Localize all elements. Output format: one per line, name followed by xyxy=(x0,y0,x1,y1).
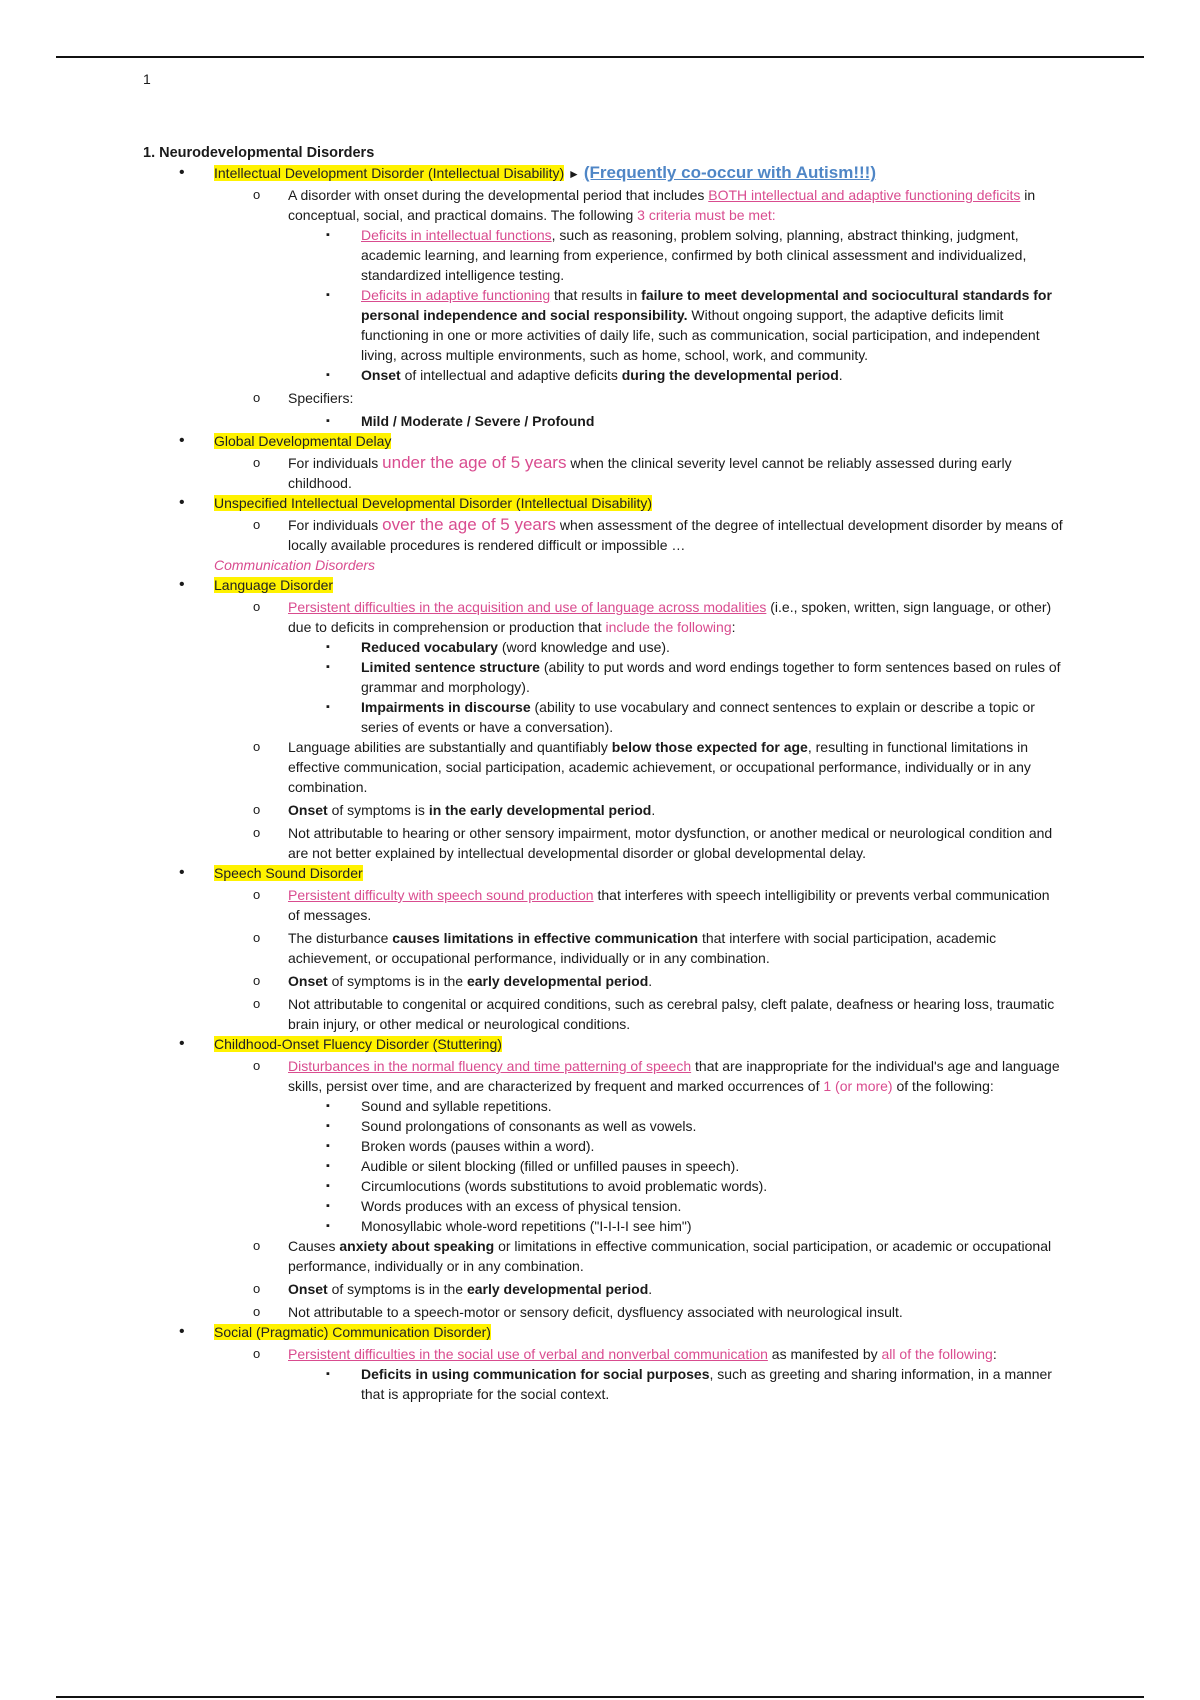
pink-underlined-text: BOTH intellectual and adaptive functioning deficits xyxy=(708,187,1021,203)
cofd-item xyxy=(143,1216,1063,1236)
text: that interferes with speech intelligibility or prevents verbal communication of messages. xyxy=(288,887,1050,923)
sub-marker: o xyxy=(253,1281,261,1296)
text: of symptoms is in the xyxy=(327,1281,467,1297)
text: The disturbance xyxy=(288,930,393,946)
cofd-criterion-d xyxy=(143,1302,1063,1322)
bold-text: Impairments in discourse xyxy=(361,699,531,715)
pink-text: all of the following xyxy=(881,1346,993,1362)
lang-criterion-a xyxy=(143,597,1063,637)
pink-large-text: under the age of 5 years xyxy=(382,453,567,472)
sub-marker: o xyxy=(253,930,261,945)
text: in conceptual, social, and practical domains. The following xyxy=(288,187,1036,223)
square-marker: ▪ xyxy=(326,1140,330,1152)
document-body xyxy=(143,143,1063,1404)
text: Not attributable to a speech-motor or sensory deficit, dysfluency associated with neurological insult. xyxy=(288,1304,903,1320)
text: of the following: xyxy=(892,1078,994,1094)
pink-underlined-text: Persistent difficulty with speech sound production xyxy=(288,887,594,903)
spcd-criterion-a xyxy=(143,1344,1063,1364)
bold-text: Onset xyxy=(288,802,328,818)
cofd-item xyxy=(143,1136,1063,1156)
bold-text: early developmental period xyxy=(466,973,649,989)
cofd-item xyxy=(143,1116,1063,1136)
text: Sound prolongations of consonants as well as vowels. xyxy=(361,1118,697,1134)
bullet-marker: • xyxy=(179,164,185,181)
square-marker: ▪ xyxy=(326,289,330,301)
bullet-idd xyxy=(143,163,1063,185)
sub-marker: o xyxy=(253,1304,261,1319)
pink-text: 3 criteria must be met: xyxy=(637,207,776,223)
bold-text: Reduced vocabulary xyxy=(361,639,498,655)
idd-definition xyxy=(143,185,1063,225)
text: , resulting in functional limitations in effective communication, social participation, academic achievement, or occupational performance, individually or in any combination. xyxy=(288,739,1031,795)
bullet-marker: • xyxy=(179,494,185,511)
square-marker: ▪ xyxy=(326,1120,330,1132)
text: that interfere with social participation, academic achievement, or occupational performance, individually or in any combination. xyxy=(288,930,997,966)
sub-marker: o xyxy=(253,455,261,470)
uidd-definition xyxy=(143,515,1063,555)
text: , such as reasoning, problem solving, planning, abstract thinking, judgment, academic learning, and learning from experience, confirmed by both clinical assessment and individualized, standardized intelligence testing. xyxy=(361,227,1027,283)
text: that results in xyxy=(550,287,642,303)
pink-underlined-text: Persistent difficulties in the acquisition and use of language across modalities xyxy=(288,599,767,615)
text: (ability to put words and word endings together to form sentences based on rules of grammar and morphology). xyxy=(361,659,1061,695)
square-marker: ▪ xyxy=(326,661,330,673)
disorder-title: Language Disorder xyxy=(214,577,334,593)
square-marker: ▪ xyxy=(326,1220,330,1232)
text: : xyxy=(731,619,736,635)
text: (ability to use vocabulary and connect sentences to explain or describe a topic or series of events or have a conversation). xyxy=(361,699,1035,735)
text: Audible or silent blocking (filled or unfilled pauses in speech). xyxy=(361,1158,740,1174)
text: (word knowledge and use). xyxy=(497,639,670,655)
bold-text: Deficits in using communication for social purposes xyxy=(361,1366,710,1382)
idd-specifier-values xyxy=(143,411,1063,431)
bold-text: causes limitations in effective communication xyxy=(392,930,699,946)
disorder-title: Global Developmental Delay xyxy=(214,433,392,449)
pink-text: include the following xyxy=(605,619,732,635)
bullet-marker: • xyxy=(179,864,185,881)
communication-disorders-heading: Communication Disorders xyxy=(214,557,376,573)
sub-marker: o xyxy=(253,390,261,405)
disorder-title: Unspecified Intellectual Developmental Disorder (Intellectual Disability) xyxy=(214,495,653,511)
bold-text: Onset xyxy=(288,1281,328,1297)
sub-marker: o xyxy=(253,1346,261,1361)
idd-criterion-2 xyxy=(143,285,1063,365)
lang-sub-2 xyxy=(143,657,1063,697)
sub-marker: o xyxy=(253,973,261,988)
lang-criterion-c xyxy=(143,800,1063,820)
text: when the clinical severity level cannot be reliably assessed during early childhood. xyxy=(288,455,1012,491)
text: . xyxy=(648,1281,653,1297)
bold-text: during the developmental period xyxy=(621,367,839,383)
bold-text: early developmental period xyxy=(466,1281,649,1297)
text: when assessment of the degree of intellectual development disorder by means of locally available procedures is rendered difficult or impossible … xyxy=(288,517,1063,553)
ssd-criterion-b xyxy=(143,928,1063,968)
page-number: 1 xyxy=(143,71,151,87)
text: For individuals xyxy=(288,517,383,533)
text: Words produces with an excess of physical tension. xyxy=(361,1198,682,1214)
cofd-criterion-a xyxy=(143,1056,1063,1096)
text: . xyxy=(648,973,653,989)
sub-marker: o xyxy=(253,599,261,614)
spcd-sub-1 xyxy=(143,1364,1063,1404)
text: of intellectual and adaptive deficits xyxy=(400,367,622,383)
text: . xyxy=(838,367,843,383)
cofd-item xyxy=(143,1176,1063,1196)
text: A disorder with onset during the developmental period that includes xyxy=(288,187,709,203)
square-marker: ▪ xyxy=(326,229,330,241)
pink-large-text: over the age of 5 years xyxy=(382,515,557,534)
cofd-item xyxy=(143,1156,1063,1176)
bullet-speech-sound-disorder xyxy=(143,863,1063,885)
square-marker: ▪ xyxy=(326,1368,330,1380)
bullet-fluency-disorder xyxy=(143,1034,1063,1056)
bold-text: Onset xyxy=(288,973,328,989)
square-marker: ▪ xyxy=(326,1180,330,1192)
square-marker: ▪ xyxy=(326,1200,330,1212)
cofd-criterion-c xyxy=(143,1279,1063,1299)
pink-text: 1 (or more) xyxy=(823,1078,893,1094)
sub-marker: o xyxy=(253,739,261,754)
lang-sub-1 xyxy=(143,637,1063,657)
text: Monosyllabic whole-word repetitions ("I-I-I-I see him") xyxy=(361,1218,692,1234)
sub-marker: o xyxy=(253,517,261,532)
disorder-title: Social (Pragmatic) Communication Disorder) xyxy=(214,1324,491,1340)
header-rule xyxy=(56,56,1144,58)
disorder-title: Childhood-Onset Fluency Disorder (Stuttering) xyxy=(214,1036,502,1052)
bullet-language-disorder xyxy=(143,575,1063,597)
arrow-icon: ► xyxy=(568,167,580,181)
idd-criterion-1 xyxy=(143,225,1063,285)
text: as manifested by xyxy=(767,1346,882,1362)
text: of symptoms is xyxy=(327,802,429,818)
bold-text: failure to meet developmental and sociocultural standards for personal independence and social responsibility. xyxy=(361,287,1052,323)
text: of symptoms is in the xyxy=(327,973,467,989)
cofd-criterion-b xyxy=(143,1236,1063,1276)
bullet-marker: • xyxy=(179,432,185,449)
bullet-marker: • xyxy=(179,576,185,593)
idd-criterion-3 xyxy=(143,365,1063,385)
specifiers-label: Specifiers: xyxy=(288,390,354,406)
text: Without ongoing support, the adaptive deficits limit functioning in one or more activities of daily life, such as communication, social participation, and independent living, across multiple environments, such as home, school, work, and community. xyxy=(361,307,1040,363)
pink-underlined-text: Deficits in adaptive functioning xyxy=(361,287,551,303)
text: Not attributable to congenital or acquired conditions, such as cerebral palsy, cleft palate, deafness or hearing loss, traumatic brain injury, or other medical or neurological conditions. xyxy=(288,996,1055,1032)
square-marker: ▪ xyxy=(326,701,330,713)
idd-specifiers xyxy=(143,388,1063,408)
sub-marker: o xyxy=(253,1058,261,1073)
text: Sound and syllable repetitions. xyxy=(361,1098,552,1114)
sub-marker: o xyxy=(253,825,261,840)
ssd-criterion-a xyxy=(143,885,1063,925)
bold-text: in the early developmental period xyxy=(428,802,652,818)
text: (i.e., spoken, written, sign language, or other) due to deficits in comprehension or production that xyxy=(288,599,1052,635)
square-marker: ▪ xyxy=(326,1160,330,1172)
disorder-title: Intellectual Development Disorder (Intellectual Disability) xyxy=(214,165,565,181)
bullet-uidd xyxy=(143,493,1063,515)
bullet-social-communication-disorder xyxy=(143,1322,1063,1344)
lang-criterion-d xyxy=(143,823,1063,863)
sub-marker: o xyxy=(253,1238,261,1253)
lang-sub-3 xyxy=(143,697,1063,737)
bold-text: Limited sentence structure xyxy=(361,659,540,675)
sub-marker: o xyxy=(253,887,261,902)
text: that are inappropriate for the individual's age and language skills, persist over time, and are characterized by frequent and marked occurrences of xyxy=(288,1058,1060,1094)
lang-criterion-b xyxy=(143,737,1063,797)
text: , such as greeting and sharing information, in a manner that is appropriate for the social context. xyxy=(361,1366,1052,1402)
bullet-marker: • xyxy=(179,1035,185,1052)
disorder-title: Speech Sound Disorder xyxy=(214,865,363,881)
bold-text: below those expected for age xyxy=(611,739,808,755)
square-marker: ▪ xyxy=(326,369,330,381)
bullet-gdd xyxy=(143,431,1063,453)
text: Language abilities are substantially and quantifiably xyxy=(288,739,612,755)
ssd-criterion-d xyxy=(143,994,1063,1034)
specifier-values: Mild / Moderate / Severe / Profound xyxy=(361,413,595,429)
text: : xyxy=(992,1346,997,1362)
bold-text: anxiety about speaking xyxy=(339,1238,495,1254)
text: Causes xyxy=(288,1238,340,1254)
sub-marker: o xyxy=(253,802,261,817)
bullet-marker: • xyxy=(179,1323,185,1340)
square-marker: ▪ xyxy=(326,1100,330,1112)
cofd-item xyxy=(143,1096,1063,1116)
text: Broken words (pauses within a word). xyxy=(361,1138,595,1154)
pink-underlined-text: Disturbances in the normal fluency and time patterning of speech xyxy=(288,1058,692,1074)
text: Not attributable to hearing or other sensory impairment, motor dysfunction, or another medical or neurological condition and are not better explained by intellectual developmental disorder or global developmental delay. xyxy=(288,825,1053,861)
text: . xyxy=(651,802,656,818)
square-marker: ▪ xyxy=(326,415,330,427)
gdd-definition xyxy=(143,453,1063,493)
pink-underlined-text: Persistent difficulties in the social use of verbal and nonverbal communication xyxy=(288,1346,768,1362)
text: or limitations in effective communication, social participation, or academic or occupational performance, individually or in any combination. xyxy=(288,1238,1052,1274)
sub-marker: o xyxy=(253,996,261,1011)
footer-rule xyxy=(56,1696,1144,1698)
ssd-criterion-c xyxy=(143,971,1063,991)
text: For individuals xyxy=(288,455,383,471)
sub-marker: o xyxy=(253,187,261,202)
cofd-item xyxy=(143,1196,1063,1216)
square-marker: ▪ xyxy=(326,641,330,653)
bold-text: Onset xyxy=(361,367,401,383)
text: Circumlocutions (words substitutions to avoid problematic words). xyxy=(361,1178,768,1194)
cooccur-link[interactable]: (Frequently co-occur with Autism!!!) xyxy=(583,163,876,182)
section-title: 1. Neurodevelopmental Disorders xyxy=(143,145,375,161)
pink-underlined-text: Deficits in intellectual functions xyxy=(361,227,552,243)
